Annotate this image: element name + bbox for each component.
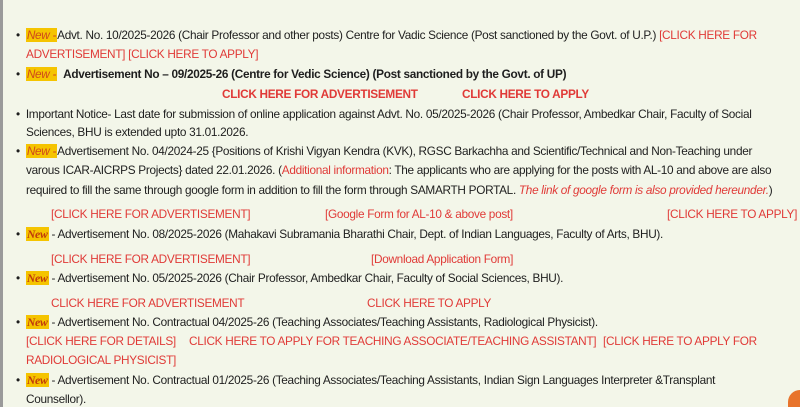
apply-teaching-link[interactable]: CLICK HERE TO APPLY FOR TEACHING ASSOCIATE/TEACHING ASSISTANT] (189, 334, 597, 348)
additional-info-label: Additional information (281, 163, 389, 177)
item-text: : The applicants who are applying for the posts with AL-10 and above are also (388, 163, 772, 177)
download-form-link[interactable]: [Download Application Form] (371, 252, 514, 266)
list-item (16, 226, 663, 242)
new-badge: New (26, 373, 48, 387)
apply-link[interactable]: CLICK HERE TO APPLY (462, 87, 589, 101)
scroll-to-top-button[interactable] (788, 390, 800, 407)
apply-link[interactable]: [CLICK HERE TO APPLY] (128, 47, 259, 61)
left-border (0, 0, 3, 407)
item-text: - Advertisement No. 08/2025-2026 (Mahakavi Subramania Bharathi Chair, Dept. of Indian Languages, Faculty of Arts, BHU). (48, 227, 664, 241)
list-item (16, 106, 752, 122)
item-text: Sciences, BHU is extended upto 31.01.2026. (26, 125, 249, 139)
item-text: ) (768, 183, 773, 197)
bullet: • (16, 67, 20, 81)
item-text: - Advertisement No. Contractual 04/2025-26 (Teaching Associates/Teaching Assistants, Radiological Physicist). (48, 315, 598, 329)
list-item (16, 270, 563, 286)
item-text: Advt. No. 10/2025-2026 (Chair Professor and other posts) Centre for Vadic Science (Post sanctioned by the Govt. of U.P.) (57, 28, 657, 42)
advertisement-link[interactable]: [CLICK HERE FOR ADVERTISEMENT] (51, 207, 251, 221)
new-badge: New - (26, 144, 57, 158)
bullet: • (16, 28, 20, 42)
new-badge: New - (26, 67, 57, 81)
item-text: Important Notice- Last date for submission of online application against Advt. No. 05/2025-2026 (Chair Professor, Ambedkar Chair, Faculty of Social (25, 107, 752, 121)
item-text: required to fill the same through google form in addition to fill the form through SAMARTH PORTAL. (26, 183, 519, 197)
new-badge: New (26, 271, 48, 285)
item-text: Counsellor). (26, 392, 86, 406)
apply-physicist-link[interactable]: RADIOLOGICAL PHYSICIST] (26, 353, 176, 367)
item-text: - Advertisement No. 05/2025-2026 (Chair Professor, Ambedkar Chair, Faculty of Social Sciences, BHU). (48, 271, 564, 285)
list-item (16, 27, 757, 43)
advertisement-link[interactable]: [CLICK HERE FOR ADVERTISEMENT] (51, 252, 251, 266)
details-link[interactable]: [CLICK HERE FOR DETAILS] (26, 334, 176, 348)
item-text: varous ICAR-AICRPS Projects} dated 22.01.2026. ( (26, 163, 282, 177)
bullet: • (16, 315, 20, 329)
bullet: • (16, 107, 20, 121)
apply-physicist-link[interactable]: [CLICK HERE TO APPLY FOR (603, 334, 757, 348)
bullet: • (16, 373, 20, 387)
apply-link[interactable]: CLICK HERE TO APPLY (367, 296, 492, 310)
advertisement-link[interactable]: CLICK HERE FOR ADVERTISEMENT (51, 296, 245, 310)
advertisement-link[interactable]: ADVERTISEMENT] (26, 47, 126, 61)
item-text: Advertisement No – 09/2025-26 (Centre for Vedic Science) (Post sanctioned by the Govt. of UP) (63, 67, 567, 81)
google-form-link[interactable]: [Google Form for AL-10 & above post] (325, 207, 513, 221)
list-item (16, 314, 598, 330)
item-text: - Advertisement No. Contractual 01/2025-26 (Teaching Associates/Teaching Assistants, Indian Sign Languages Interpreter &Transplant (48, 373, 716, 387)
bullet: • (16, 144, 20, 158)
new-badge: New (26, 227, 48, 241)
list-item (16, 66, 566, 82)
google-form-note: The link of google form is also provided hereunder. (518, 183, 769, 197)
list-item (16, 372, 715, 388)
bullet: • (16, 271, 20, 285)
new-badge: New - (26, 28, 57, 42)
advertisement-link[interactable]: CLICK HERE FOR ADVERTISEMENT (222, 87, 418, 101)
list-item (16, 143, 752, 159)
new-badge: New (26, 315, 48, 329)
item-text: Advertisement No. 04/2024-25 {Positions of Krishi Vigyan Kendra (KVK), RGSC Barkachha and Scientific/Technical and Non-Teaching under (57, 144, 753, 158)
advertisement-link[interactable]: [CLICK HERE FOR (659, 28, 757, 42)
bullet: • (16, 227, 20, 241)
apply-link[interactable]: [CLICK HERE TO APPLY] (667, 207, 798, 221)
